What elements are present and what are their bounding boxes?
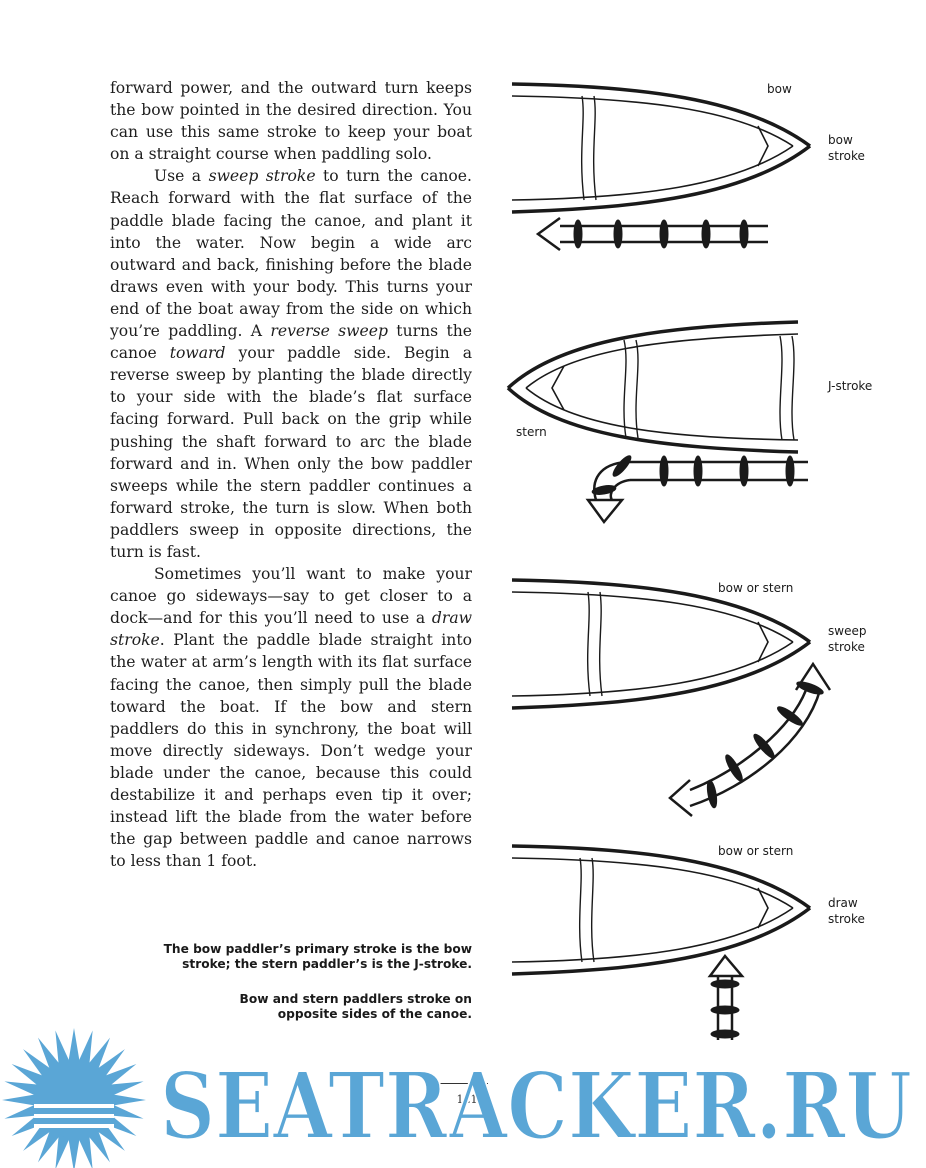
sun-logo-icon — [2, 1028, 146, 1168]
label-bow-or-stern-2: bow or stern — [718, 844, 794, 858]
label-j-stroke: J-stroke — [828, 379, 873, 393]
p2-text-b: to turn the canoe. Reach forward with the flat surface of the paddle blade facing the canoe, and plant it into the water. Now begin a wide arc outward and back, finishing before the blade draws even with your body. This turns your end of the boat away from the side on which you’re paddling. A — [110, 167, 472, 341]
arrow-sweep-stroke — [670, 664, 830, 816]
caption-1-line-2: stroke; the stern paddler’s is the J-stroke. — [182, 957, 472, 971]
label-bow-or-stern-1: bow or stern — [718, 581, 794, 595]
p2-text-d: your paddle side. Begin a reverse sweep by planting the blade directly to your side with the blade’s flat surface facing forward. Pull back on the grip while pushing the shaft forward to arc the blade forward and in. When only the bow paddler sweeps while the stern paddler continues a forward stroke, the turn is slow. When both paddlers sweep in opposite directions, the turn is fast. — [110, 344, 472, 561]
p3-text-a: Sometimes you’ll want to make your canoe go sideways—say to get closer to a dock—and for this you’ll need to use a — [110, 565, 472, 628]
term-sweep-stroke: sweep stroke — [208, 167, 316, 186]
term-reverse-sweep: reverse sweep — [270, 322, 388, 341]
diagram-j-stroke — [508, 322, 798, 452]
label-draw-stroke-line1: draw — [828, 896, 858, 910]
caption-1 — [132, 942, 472, 972]
caption-1-line-1: The bow paddler’s primary stroke is the bow — [163, 942, 472, 956]
watermark — [0, 1026, 926, 1168]
p2-text-a: Use a — [154, 167, 209, 186]
paragraph-1: forward power, and the outward turn keeps the bow pointed in the desired direction. You can use this same stroke to keep your boat on a straight course when paddling solo. — [110, 79, 472, 164]
diagram-sweep-stroke — [512, 580, 810, 708]
label-sweep-stroke-line2: stroke — [828, 640, 865, 654]
p3-text-b: . Plant the paddle blade straight into the water at arm’s length with its flat surface facing the canoe, then simply pull the blade toward the boat. If the bow and stern paddlers do this in synchrony, the boat will move directly sideways. Don’t wedge your blade under the canoe, because this could destabilize it and perhaps even tip it over; instead lift the blade from the water before the gap between paddle and canoe narrows to less than 1 foot. — [110, 631, 472, 871]
label-bow-stroke-line1: bow — [828, 133, 853, 147]
label-bow-stroke-line2: stroke — [828, 149, 865, 163]
page-number: 121 — [456, 1093, 478, 1106]
arrow-j-stroke — [588, 453, 808, 522]
term-draw-stroke: draw stroke — [110, 609, 472, 650]
diagram-draw-stroke — [512, 846, 810, 974]
caption-2 — [132, 992, 472, 1022]
diagram-bow-stroke — [512, 84, 810, 212]
label-draw-stroke-line2: stroke — [828, 912, 865, 926]
label-sweep-stroke-line1: sweep — [828, 624, 867, 638]
label-stern: stern — [516, 425, 547, 439]
arrow-bow-stroke — [538, 218, 768, 250]
label-bow: bow — [767, 82, 792, 96]
term-toward: toward — [169, 344, 226, 363]
p2-text-c: turns the canoe — [110, 322, 473, 363]
watermark-text: SEATRACKER.RU — [160, 1052, 912, 1160]
caption-2-line-1: Bow and stern paddlers stroke on — [239, 992, 472, 1006]
caption-2-line-2: opposite sides of the canoe. — [277, 1007, 472, 1021]
